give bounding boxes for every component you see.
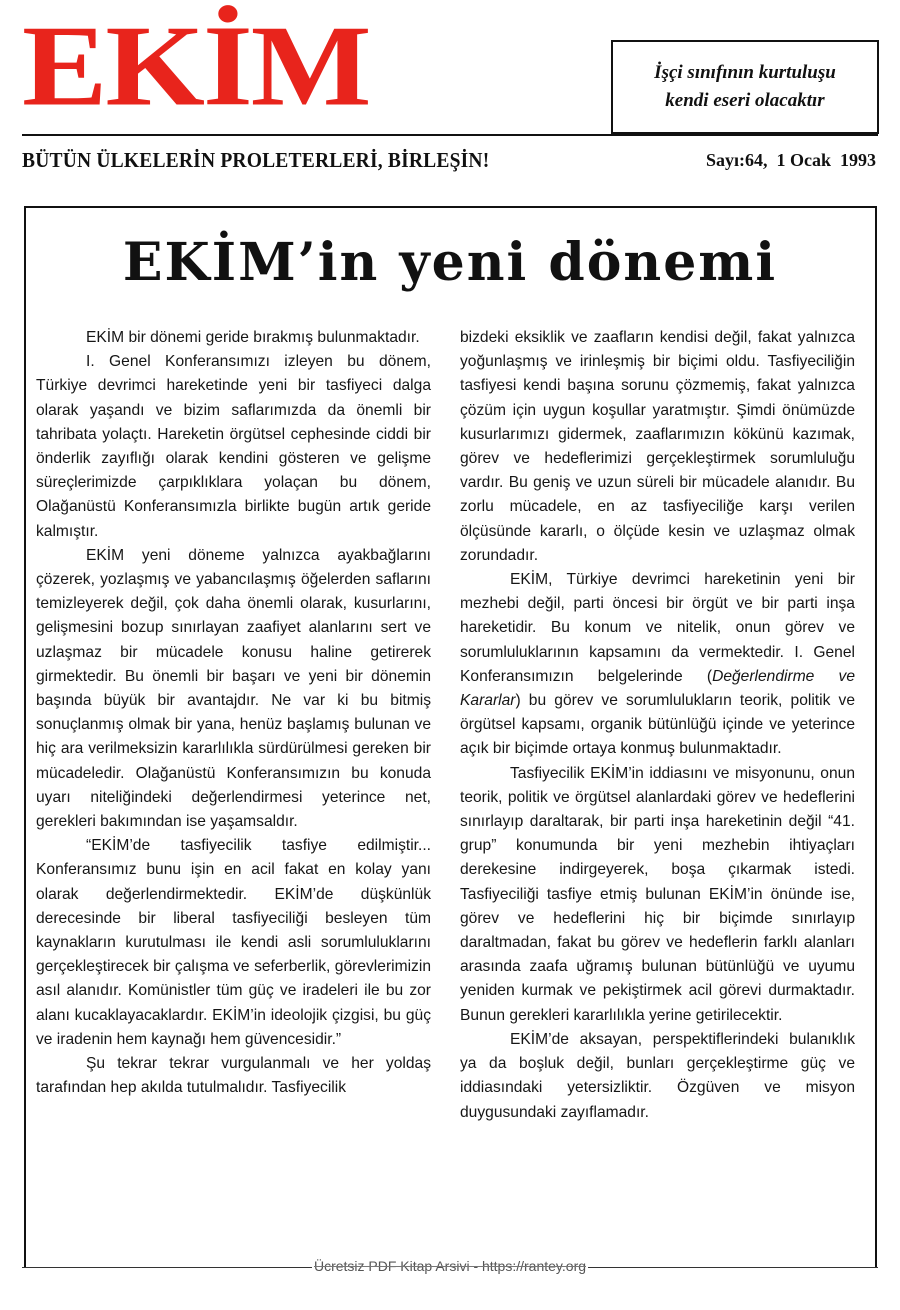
- paragraph-continuation: bizdeki eksiklik ve zaafların kendisi değil, fakat yalnızca yoğunlaşmış ve irinleşmiş bir biçimi oldu. Tasfiyeciliğin tasfiyesi kendi başına sorunu çözmemiş, fakat yalnızca çözüm için uygun koşullar yaratmıştır. Şimdi önümüzde kusurlarımızı gidermek, zaaflarımızın kökünü kazımak, görev ve hedeflerimizi gerçekleştirmek sorumluluğu vardır. Bu geniş ve uzun süreli bir mücadele alanıdır. Bu zorlu mücadele, en az tasfiyeciliğe karşı verilen ölçüsünde kararlı, o ölçüde kesin ve uzlaşmaz olmak zorundadır.: [460, 329, 855, 564]
- document-title-italic: Değerlendirme ve Kararlar: [460, 667, 856, 710]
- article-column-left: [36, 326, 431, 1101]
- paragraph: EKİM bir dönemi geride bırakmış bulunmaktadır.: [86, 329, 420, 346]
- paragraph-text: ) bu görev ve sorumlulukların teorik, politik ve örgütsel kapsamı, organik bütünlüğü içinde ve yeterince açık bir biçimde ortaya konmuş bulunmaktadır.: [460, 692, 855, 758]
- watermark-text: Ücretsiz PDF Kitap Arsivi - https://rantey.org: [313, 1258, 587, 1274]
- article-headline: EKİM’in yeni dönemi: [122, 232, 778, 293]
- paragraph: [460, 568, 855, 762]
- paragraph: I. Genel Konferansımızı izleyen bu dönem, Türkiye devrimci hareketinde yeni bir tasfiyeci dalga olarak yaşandı ve bizim saflarımızda da önemli bir tahribata yolaçtı. Hareketin örgütsel cephesinde ciddi bir önderlik zayıflığı olarak kendini gösteren ve gelişme süreçlerimizde çarpıklıklara yolaçan bu dönem, Olağanüstü Konferansımızla birlikte bugün artık geride kalmıştır.: [36, 353, 431, 540]
- quote-paragraph: “EKİM’de tasfiyecilik tasfiye edilmiştir... Konferansımız bunu işin en acil fakat en kolay yanı olarak değerlendirmektedir. EKİM’de düşkünlük derecesinde bir liberal tasfiyeciliği besleyen tüm kaynakların kurutulması ile kendi asli sorumluluklarını gerçekleştirecek bir çalışma ve seferberlik, görevlerimizin asıl alanıdır. Komünistler tüm güç ve iradeleri ile bu zor alanı kucaklayacaklardır. EKİM’in ideolojik çizgisi, bu güç ve iradenin hem kaynağı hem güvencesidir.”: [36, 837, 431, 1048]
- motto-line-1: İşçi sınıfının kurtuluşu: [654, 62, 836, 83]
- issue-info: Sayı:64, 1 Ocak 1993: [705, 150, 876, 170]
- paragraph: EKİM yeni döneme yalnızca ayakbağlarını çözerek, yozlaşmış ve yabancılaşmış öğelerden saflarını temizleyerek değil, çok daha önemli olarak, kusurlarını, gelişmesini bozup sınırlayan zaafiyet alanlarını sert ve uzlaşmaz bir mücadele konusu haline getirerek girmektedir. Bu önemli bir başarı ve yeni bir dönemin başında büyük bir avantajdır. Ne var ki bu bitmiş sonuçlanmış olmak bir yana, henüz başlamış bulunan ve hiç ara verilmeksizin kararlılıkla sürdürülmesi gereken bir mücadeledir. Olağanüstü Konferansımızın bu konuda uyarı niteliğindeki değerlendirmesi yeterince net, gerekleri bakımından ise yaşamsaldır.: [36, 546, 431, 831]
- motto-box: [611, 40, 879, 134]
- paragraph-text: EKİM, Türkiye devrimci hareketinin yeni bir mezhebi değil, parti öncesi bir örgüt ve bir parti inşa hareketidir. Bu konum ve nitelik, onun görev ve sorumluluklarının kapsamını da vermektedir. I. Genel Konferansımızın belgelerinde (: [460, 571, 855, 685]
- article-column-right: [460, 326, 855, 1125]
- masthead-rule: [22, 134, 878, 136]
- paragraph: EKİM’de aksayan, perspektiflerindeki bulanıklık ya da boşluk değil, bunları gerçekleştirme güç ve iddiasındaki yetersizliktir. Özgüven ve misyon duygusundaki zayıflamadır.: [460, 1030, 855, 1121]
- paragraph: Tasfiyecilik EKİM’in iddiasını ve misyonunu, onun teorik, politik ve örgütsel alanlardaki görev ve hedeflerini sınırlayıp daraltarak, bir parti inşa hareketinin değil “41. grup” konumunda bir yeni mezhebin ihtiyaçları derekesine indirgeyerek, boşa çıkarmak istedi. Tasfiyeciliği tasfiye etmiş bulunan EKİM’in önünde ise, görev ve hedeflerini hiç bir biçimde sınırlayıp daraltmadan, fakat bu görev ve hedeflerin farklı alanları arasında zaafa uğramış bulunan bütünlüğü ve uyumu yeniden kurmak ve pekiştirmek acil görevi durmaktadır. Bunun gerekleri kararlılıkla yerine getirilecektir.: [460, 764, 855, 1024]
- masthead-logo: EKİM: [22, 1, 370, 130]
- slogan: BÜTÜN ÜLKELERİN PROLETERLERİ, BİRLEŞİN!: [22, 148, 490, 172]
- paragraph: Şu tekrar tekrar vurgulanmalı ve her yoldaş tarafından hep akılda tutulmalıdır. Tasfiyecilik: [36, 1055, 431, 1097]
- watermark: [0, 1258, 900, 1274]
- motto-line-2: kendi eseri olacaktır: [665, 90, 825, 111]
